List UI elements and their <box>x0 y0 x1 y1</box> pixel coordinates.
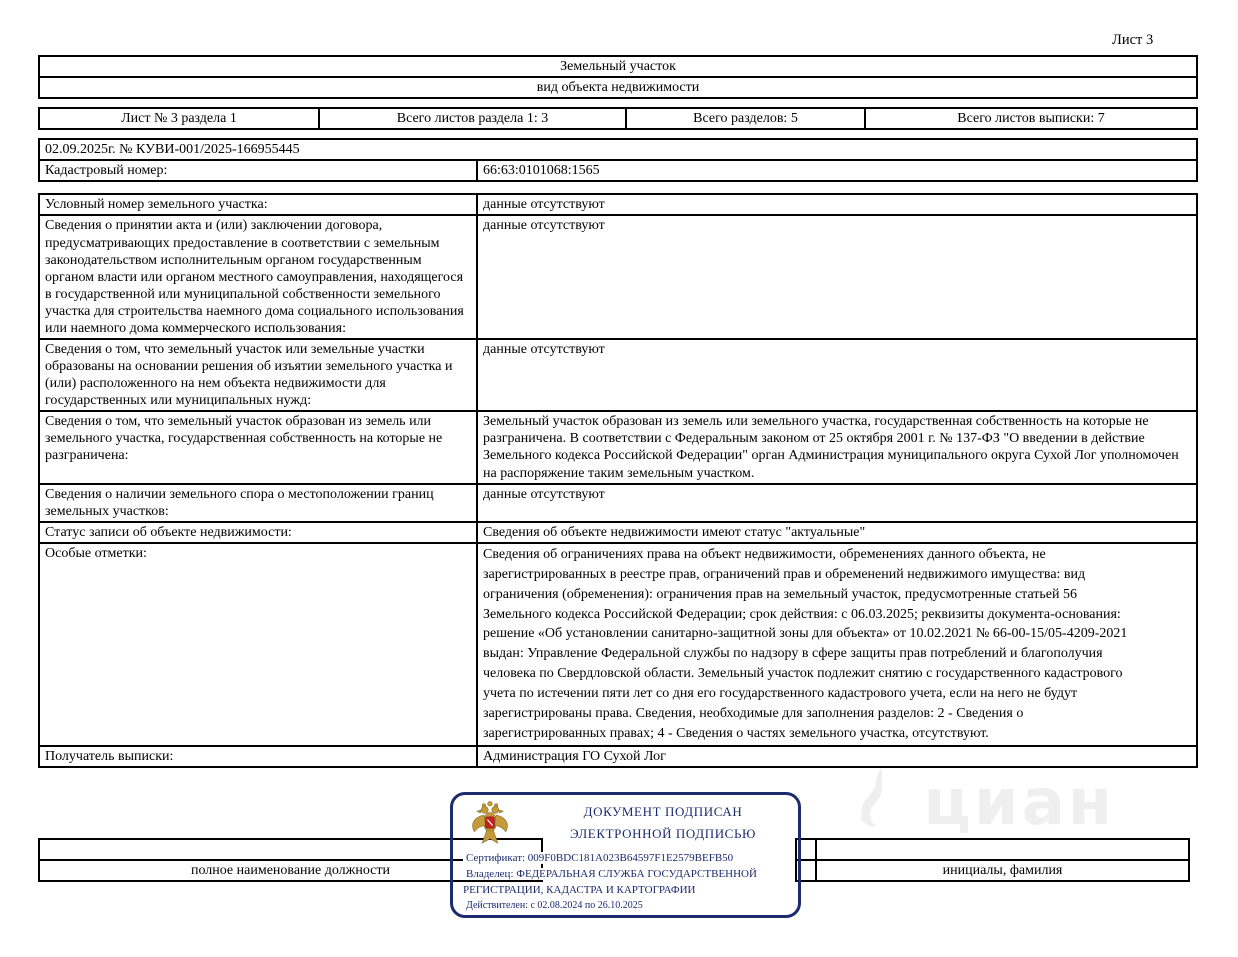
meta-total-sections: Всего разделов: 5 <box>626 108 865 129</box>
document <box>38 55 1198 768</box>
meta-sheet-of-section: Лист № 3 раздела 1 <box>39 108 319 129</box>
table-row <box>39 215 1197 339</box>
cadastral-number-value: 66:63:0101068:1565 <box>477 160 1197 181</box>
stamp-title <box>545 804 781 848</box>
row-label: Особые отметки: <box>39 543 477 746</box>
name-caption: инициалы, фамилия <box>816 860 1189 881</box>
meta-total-sheets-extract: Всего листов выписки: 7 <box>865 108 1197 129</box>
cadastral-number-label: Кадастровый номер: <box>39 160 477 181</box>
watermark-text: циан <box>923 766 1115 840</box>
stamp-owner: Владелец: ФЕДЕРАЛЬНАЯ СЛУЖБА ГОСУДАРСТВЕННОЙ РЕГИСТРАЦИИ, КАДАСТРА И КАРТОГРАФИИ <box>463 868 757 896</box>
row-label: Сведения о принятии акта и (или) заключении договора, предусматривающих предоставление в соответствии с земельным законодательством исполнительным органом государственным органом власти или органом местного самоуправления, находящегося в государственной или муниципальной собственности земельного участка для строительства наемного дома социального использования или наемного дома коммерческого использования: <box>39 215 477 339</box>
row-value: Администрация ГО Сухой Лог <box>477 746 1197 767</box>
sheet-number: Лист 3 <box>1112 32 1154 48</box>
stamp-details <box>463 850 791 914</box>
signature-line <box>816 839 1189 860</box>
table-row <box>39 339 1197 411</box>
object-type-title: Земельный участок <box>39 56 1197 77</box>
stamp-title-line1: ДОКУМЕНТ ПОДПИСАН <box>581 804 746 819</box>
stamp-validity: Действителен: с 02.08.2024 по 26.10.2025 <box>463 900 646 911</box>
row-value: данные отсутствуют <box>477 194 1197 215</box>
position-caption: полное наименование должности <box>39 860 542 881</box>
stamp-title-line2: ЭЛЕКТРОННОЙ ПОДПИСЬЮ <box>567 826 759 841</box>
coat-of-arms-icon <box>469 799 511 847</box>
row-label: Условный номер земельного участка: <box>39 194 477 215</box>
number-table <box>38 138 1198 182</box>
digital-signature-stamp <box>450 792 801 918</box>
signature-name-table <box>795 838 1190 882</box>
table-row <box>39 746 1197 767</box>
row-value: Земельный участок образован из земель или земельного участка, государственная собственность на которые не разграничена. В соответствии с Федеральным законом от 25 октября 2001 г. № 137-ФЗ "О введении в действие Земельного кодекса Российской Федерации" орган Администрация муниципального округа Сухой Лог уполномочен на распоряжение таким земельным участком. <box>477 411 1197 483</box>
extract-date-number: 02.09.2025г. № КУВИ-001/2025-166955445 <box>39 139 1197 160</box>
row-label: Сведения о том, что земельный участок или земельные участки образованы на основании решения об изъятии земельного участка и (или) расположенного на нем объекта недвижимости для государственных или муниципальных нужд: <box>39 339 477 411</box>
title-table <box>38 55 1198 99</box>
watermark <box>852 766 1115 840</box>
row-value: данные отсутствуют <box>477 215 1197 339</box>
meta-total-sheets-section: Всего листов раздела 1: 3 <box>319 108 626 129</box>
table-row <box>39 484 1197 522</box>
row-label: Сведения о том, что земельный участок образован из земель или земельного участка, государственная собственность на которые не разграничена: <box>39 411 477 483</box>
sheet-meta-table <box>38 107 1198 130</box>
table-row <box>39 543 1197 746</box>
table-row <box>39 411 1197 483</box>
row-label: Статус записи об объекте недвижимости: <box>39 522 477 543</box>
watermark-bird-icon <box>852 766 898 830</box>
row-value: Сведения об объекте недвижимости имеют статус "актуальные" <box>477 522 1197 543</box>
row-value: данные отсутствуют <box>477 484 1197 522</box>
parcel-info-table <box>38 193 1198 767</box>
row-label: Получатель выписки: <box>39 746 477 767</box>
row-label: Сведения о наличии земельного спора о местоположении границ земельных участков: <box>39 484 477 522</box>
table-row <box>39 194 1197 215</box>
object-type-subtitle: вид объекта недвижимости <box>39 77 1197 98</box>
table-row <box>39 522 1197 543</box>
row-value: данные отсутствуют <box>477 339 1197 411</box>
row-value: Сведения об ограничениях права на объект недвижимости, обременениях данного объекта, не зарегистрированных в реестре прав, ограничений прав и обременений недвижимого имущества: вид ограничения (обременения): ограничения прав на земельный участок, предусмотренные статьей 56 Земельного кодекса Российской Федерации; срок действия: с 06.03.2025; реквизиты документа-основания: решение «Об установлении санитарно-защитной зоны для объекта» от 10.02.2021 № 66-00-15/05-4209-2021 выдан: Управление Федеральной службы по надзору в сфере защиты прав потреблений и благополучия человека по Свердловской области. Земельный участок подлежит снятию с государственного кадастрового учета по истечении пяти лет со дня его государственного кадастрового учета, если на него не будут зарегистрированы права. Сведения, необходимые для заполнения разделов: 2 - Сведения о зарегистрированных правах; 4 - Сведения о частях земельного участка, отсутствуют. <box>477 543 1197 746</box>
stamp-certificate: Сертификат: 009F0BDC181A023B64597F1E2579BEFB50 <box>463 852 736 864</box>
